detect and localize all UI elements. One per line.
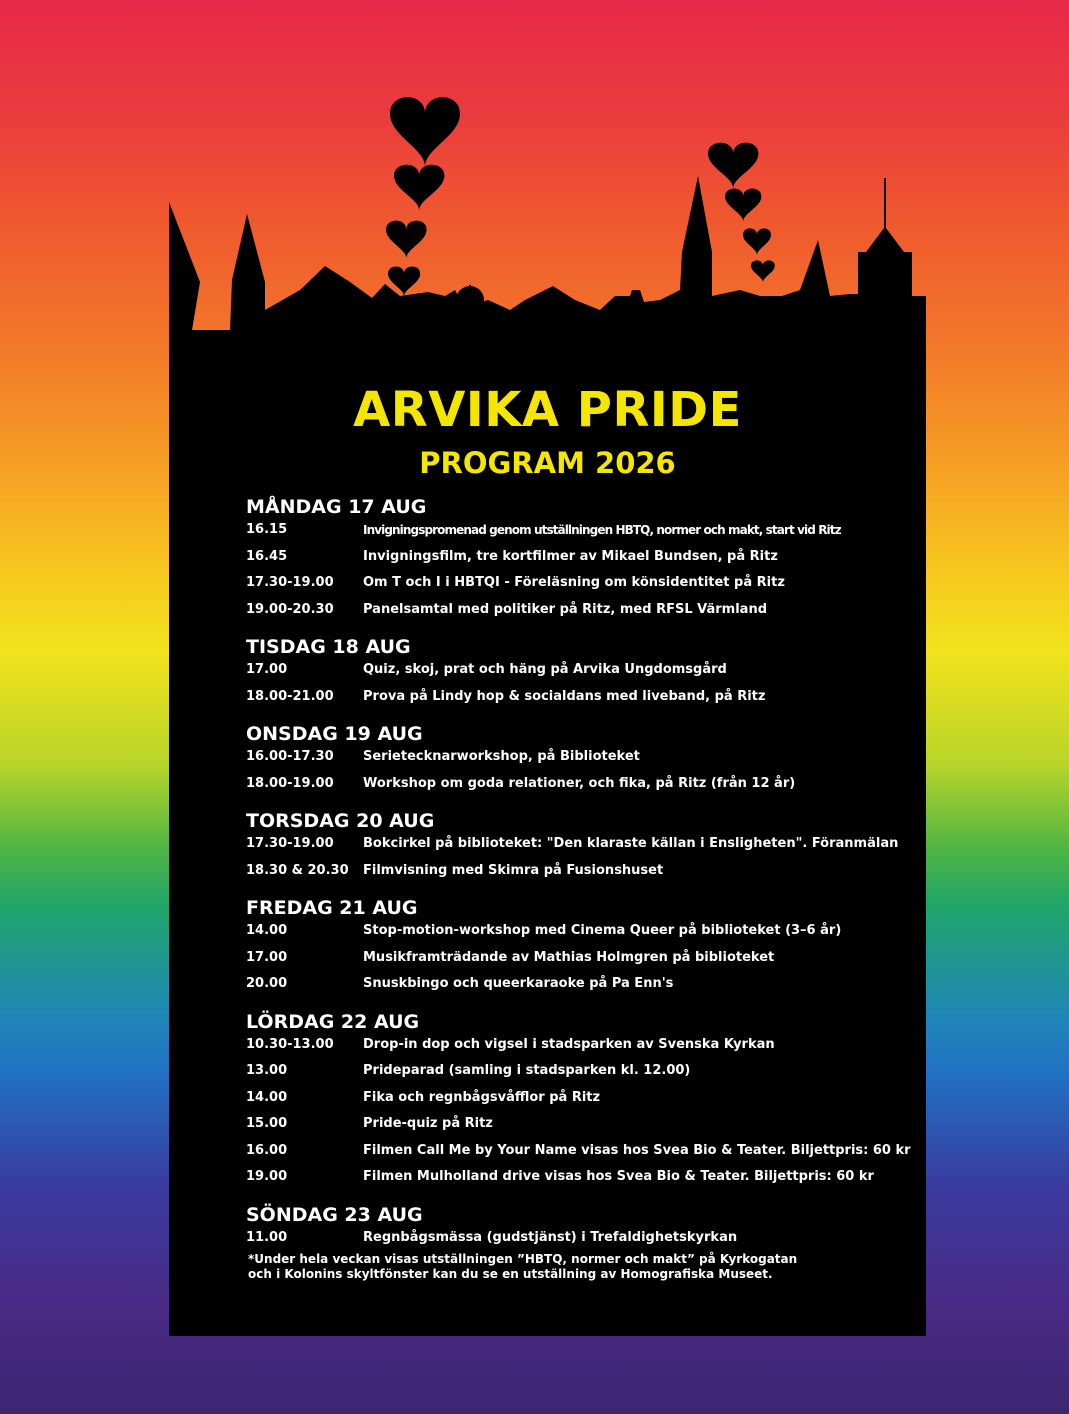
event-row (246, 600, 906, 627)
event-description: Filmen Call Me by Your Name visas hos Svea Bio & Teater. Biljettpris: 60 kr (363, 1142, 911, 1158)
event-time: 17.30-19.00 (246, 836, 334, 851)
event-row (246, 974, 906, 1001)
event-row (246, 547, 906, 574)
event-description: Stop-motion-workshop med Cinema Queer på biblioteket (3–6 år) (363, 923, 842, 938)
day-block (246, 808, 906, 887)
event-row (246, 1035, 906, 1062)
event-row (246, 774, 906, 801)
event-time: 16.00 (246, 1142, 288, 1158)
poster-subtitle: PROGRAM 2026 (419, 446, 676, 480)
footnote: *Under hela veckan visas utställningen ”HBTQ, normer och makt” på Kyrkogatan och i Kolonins skyltfönster kan du se en utställning av Homografiska Museet. (248, 1252, 798, 1281)
event-time: 10.30-13.00 (246, 1036, 334, 1052)
day-title: SÖNDAG 23 AUG (246, 1203, 423, 1226)
event-row (246, 1141, 911, 1168)
event-time: 19.00-20.30 (246, 601, 334, 617)
event-time: 16.00-17.30 (246, 749, 334, 764)
poster-title: ARVIKA PRIDE (353, 382, 742, 438)
event-description: Prova på Lindy hop & socialdans med liveband, på Ritz (363, 688, 766, 704)
day-block (246, 895, 906, 1001)
event-time: 13.00 (246, 1063, 288, 1078)
day-block (246, 721, 906, 800)
event-description: Filmvisning med Skimra på Fusionshuset (363, 862, 664, 878)
program-panel (169, 330, 926, 1336)
event-description: Bokcirkel på biblioteket: "Den klaraste källan i Ensligheten". Föranmälan (363, 836, 899, 851)
event-description: Invigningspromenad genom utställningen HBTQ, normer och makt, start vid Ritz (363, 523, 841, 537)
event-time: 14.00 (246, 923, 288, 938)
event-time: 18.00-19.00 (246, 775, 334, 791)
event-row (246, 1061, 906, 1088)
event-row (246, 1228, 906, 1255)
event-time: 20.00 (246, 976, 288, 991)
event-time: 14.00 (246, 1089, 288, 1105)
day-block (246, 494, 906, 626)
event-description: Panelsamtal med politiker på Ritz, med RFSL Värmland (363, 601, 768, 617)
day-block (246, 634, 906, 713)
event-description: Pride-quiz på Ritz (363, 1116, 493, 1131)
day-block (246, 1009, 911, 1194)
event-row (246, 520, 906, 547)
event-time: 17.00 (246, 662, 288, 677)
schedule (246, 494, 911, 1262)
event-row (246, 948, 906, 975)
event-description: Quiz, skoj, prat och häng på Arvika Ungdomsgård (363, 662, 727, 677)
event-description: Filmen Mulholland drive visas hos Svea Bio & Teater. Biljettpris: 60 kr (363, 1169, 874, 1184)
event-description: Invigningsfilm, tre kortfilmer av Mikael Bundsen, på Ritz (363, 548, 778, 564)
event-time: 17.00 (246, 949, 288, 965)
event-row (246, 1167, 906, 1194)
event-time: 16.45 (246, 548, 288, 564)
event-description: Musikframträdande av Mathias Holmgren på biblioteket (363, 949, 775, 965)
day-title: TORSDAG 20 AUG (246, 810, 435, 832)
event-time: 15.00 (246, 1116, 288, 1131)
event-row (246, 834, 906, 861)
day-title: TISDAG 18 AUG (246, 636, 411, 658)
event-description: Om T och I i HBTQI - Föreläsning om könsidentitet på Ritz (363, 575, 785, 590)
event-row (246, 687, 906, 714)
event-description: Serietecknarworkshop, på Biblioteket (363, 749, 640, 764)
day-title: LÖRDAG 22 AUG (246, 1010, 420, 1033)
event-row (246, 861, 906, 888)
event-row (246, 747, 906, 774)
event-time: 16.15 (246, 522, 288, 537)
day-title: MÅNDAG 17 AUG (246, 496, 427, 518)
day-title: FREDAG 21 AUG (246, 897, 418, 919)
event-description: Drop-in dop och vigsel i stadsparken av Svenska Kyrkan (363, 1036, 775, 1052)
event-row (246, 660, 906, 687)
event-description: Regnbågsmässa (gudstjänst) i Trefaldighetskyrkan (363, 1229, 738, 1245)
event-row (246, 573, 906, 600)
event-time: 18.00-21.00 (246, 688, 334, 704)
event-row (246, 1114, 906, 1141)
event-time: 19.00 (246, 1169, 288, 1184)
day-block (246, 1202, 906, 1255)
event-description: Snuskbingo och queerkaraoke på Pa Enn's (363, 976, 674, 991)
event-row (246, 1088, 906, 1115)
day-title: ONSDAG 19 AUG (246, 723, 423, 745)
event-description: Prideparad (samling i stadsparken kl. 12.00) (363, 1063, 691, 1078)
event-time: 18.30 & 20.30 (246, 862, 349, 878)
event-row (246, 921, 906, 948)
event-description: Fika och regnbågsvåfflor på Ritz (363, 1089, 601, 1105)
event-time: 17.30-19.00 (246, 575, 334, 590)
event-description: Workshop om goda relationer, och fika, på Ritz (från 12 år) (363, 775, 796, 791)
event-time: 11.00 (246, 1229, 288, 1245)
